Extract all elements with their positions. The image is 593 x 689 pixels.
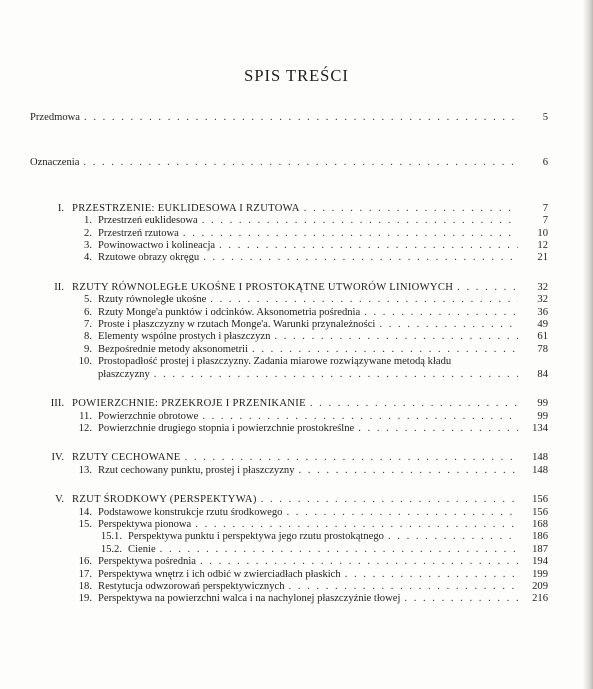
page-number: 36 [537, 306, 548, 318]
entry-title: Rzuty równoległe ukośne [98, 294, 207, 306]
entry-number: 8. [84, 331, 92, 343]
section-entry [30, 331, 548, 343]
page-number: 6 [542, 157, 548, 169]
page-number: 186 [532, 531, 548, 543]
dot-leader [379, 319, 518, 331]
page-number: 156 [532, 506, 548, 518]
entry-title: Proste i płaszczyzny w rzutach Monge'a. Warunki przynależności [98, 319, 376, 331]
entry-title: Perspektywa pośrednia [98, 556, 196, 568]
page-number: 199 [532, 568, 548, 580]
section-entry [30, 581, 548, 593]
spacer [30, 381, 548, 398]
page-number: 99 [537, 410, 548, 422]
dot-leader [388, 531, 518, 543]
dot-leader [299, 465, 518, 477]
page-number: 7 [542, 202, 548, 214]
entry-number: 15. [78, 518, 92, 530]
entry-number: V. [55, 494, 64, 506]
dot-leader [286, 507, 518, 519]
page-number: 84 [537, 368, 548, 380]
chapter-entry [30, 282, 548, 294]
dot-leader [310, 398, 518, 410]
entry-number: 12. [78, 422, 92, 434]
entry-number: 19. [78, 593, 92, 605]
section-entry [30, 319, 548, 331]
dot-leader [358, 423, 518, 435]
spacer [30, 265, 548, 282]
entry-number: I. [57, 202, 64, 214]
section-entry [30, 569, 548, 581]
entry-number: 3. [84, 240, 92, 252]
entry-title: Cienie [128, 543, 156, 555]
dot-leader [457, 282, 518, 294]
section-entry [30, 228, 548, 240]
entry-title: Perspektywa wnętrz i ich odbić w zwierciadłach płaskich [98, 568, 341, 580]
entry-title: Rzuty Monge'a punktów i odcinków. Aksonometria pośrednia [98, 306, 361, 318]
entry-number: 15.1. [100, 531, 122, 543]
entry-number: 2. [84, 227, 92, 239]
section-entry [30, 411, 548, 423]
toc-entry [30, 112, 548, 124]
spacer [30, 186, 548, 203]
page-number: 10 [537, 227, 548, 239]
spacer [30, 435, 548, 452]
dot-leader [210, 294, 518, 306]
dot-leader [84, 112, 518, 124]
page-number: 12 [537, 240, 548, 252]
entry-number: 10. [78, 356, 92, 368]
entry-title: Prostopadłość prostej i płaszczyzny. Zadania miarowe rozwiązywane metodą kładu [98, 356, 452, 368]
entry-number: IV. [51, 452, 64, 464]
table-of-contents [30, 112, 548, 606]
page-number: 7 [542, 215, 548, 227]
section-entry [30, 344, 548, 356]
dot-leader [83, 157, 518, 169]
page-title: SPIS TREŚCI [244, 66, 349, 85]
entry-title: Restytucja odwzorowań perspektywicznych [98, 580, 285, 592]
dot-leader [304, 203, 518, 215]
entry-title: RZUT ŚRODKOWY (PERSPEKTYWA) [72, 494, 257, 506]
dot-leader [160, 544, 518, 556]
entry-number: 11. [79, 410, 92, 422]
entry-number: 15.2. [100, 543, 122, 555]
chapter-entry [30, 452, 548, 464]
section-entry-continuation [30, 369, 548, 381]
section-entry [30, 423, 548, 435]
dot-leader [289, 581, 518, 593]
entry-title: RZUTY RÓWNOLEGŁE UKOŚNE I PROSTOKĄTNE UTWORÓW LINIOWYCH [72, 281, 454, 293]
entry-title: Rzutowe obrazy okręgu [98, 252, 200, 264]
dot-leader [252, 344, 518, 356]
entry-number: 4. [84, 252, 92, 264]
page-number: 5 [542, 112, 548, 123]
page-number: 168 [532, 518, 548, 530]
entry-title: Rzut cechowany punktu, prostej i płaszczyzny [98, 464, 295, 476]
page-number: 148 [532, 452, 548, 464]
page-number: 32 [537, 294, 548, 306]
entry-number: 17. [78, 568, 92, 580]
dot-leader [185, 452, 518, 464]
page-number: 32 [537, 281, 548, 293]
chapter-entry [30, 494, 548, 506]
entry-title: Przestrzeń euklidesowa [98, 215, 198, 227]
entry-number: 9. [84, 343, 92, 355]
dot-leader [200, 556, 518, 568]
entry-title-continuation: płaszczyzny [98, 368, 150, 380]
section-entry [30, 465, 548, 477]
entry-title: Perspektywa na powierzchni walca i na nachylonej płaszczyźnie tłowej [98, 593, 401, 605]
section-entry [30, 252, 548, 264]
entry-title: Powinowactwo i kolineacja [98, 240, 216, 252]
dot-leader [219, 240, 518, 252]
entry-title: Powierzchnie obrotowe [98, 410, 199, 422]
entry-number: II. [54, 281, 64, 293]
dot-leader [261, 494, 518, 506]
dot-leader [183, 228, 518, 240]
toc-entry [30, 157, 548, 169]
page-number: 78 [537, 343, 548, 355]
entry-number: 6. [84, 306, 92, 318]
dot-leader [364, 307, 518, 319]
entry-title: Podstawowe konstrukcje rzutu środkowego [98, 506, 283, 518]
section-entry [30, 307, 548, 319]
dot-leader [345, 569, 518, 581]
entry-number: 13. [78, 464, 92, 476]
dot-leader [202, 411, 518, 423]
entry-title: RZUTY CECHOWANE [72, 452, 181, 464]
section-entry [30, 507, 548, 519]
entry-number: 5. [84, 294, 92, 306]
page-number: 194 [532, 556, 548, 568]
entry-title: Przedmowa [30, 112, 81, 123]
entry-title: Przestrzeń rzutowa [98, 227, 179, 239]
dot-leader [154, 369, 518, 381]
section-entry [30, 556, 548, 568]
spacer [30, 477, 548, 494]
entry-title: Powierzchnie drugiego stopnia i powierzchnie prostokreślne [98, 422, 355, 434]
page-number: 209 [532, 580, 548, 592]
chapter-entry [30, 203, 548, 215]
subsection-entry [30, 544, 548, 556]
dot-leader [195, 519, 518, 531]
entry-number: 16. [78, 556, 92, 568]
entry-title: Perspektywa pionowa [98, 518, 192, 530]
dot-leader [274, 331, 518, 343]
page-number: 134 [532, 422, 548, 434]
entry-number: 14. [78, 506, 92, 518]
page-number: 148 [532, 464, 548, 476]
section-entry [30, 215, 548, 227]
section-entry [30, 294, 548, 306]
chapter-entry [30, 398, 548, 410]
page-number: 216 [532, 593, 548, 605]
entry-title: Bezpośrednie metody aksonometrii [98, 343, 249, 355]
dot-leader [202, 215, 518, 227]
section-entry [30, 356, 548, 368]
dot-leader [203, 252, 518, 264]
page-edge-shadow [583, 0, 593, 689]
dot-leader [404, 593, 518, 605]
entry-title: Oznaczenia [30, 157, 80, 169]
page-number: 99 [537, 398, 548, 410]
entry-title: POWIERZCHNIE: PRZEKROJE I PRZENIKANIE [72, 398, 306, 410]
entry-number: 7. [84, 319, 92, 331]
entry-number: 18. [78, 580, 92, 592]
entry-title: Perspektywa punktu i perspektywa jego rzutu prostokątnego [128, 531, 384, 543]
subsection-entry [30, 531, 548, 543]
page-number: 49 [537, 319, 548, 331]
entry-title: PRZESTRZENIE: EUKLIDESOWA I RZUTOWA [72, 202, 300, 214]
section-entry [30, 519, 548, 531]
entry-number: 1. [84, 215, 92, 227]
entry-number: III. [50, 398, 64, 410]
section-entry [30, 240, 548, 252]
page-number: 21 [537, 252, 548, 264]
entry-title: Elementy wspólne prostych i płaszczyzn [98, 331, 271, 343]
page-number: 187 [532, 543, 548, 555]
page-number: 156 [532, 494, 548, 506]
section-entry [30, 593, 548, 605]
page-number: 61 [537, 331, 548, 343]
spacer [30, 140, 548, 157]
